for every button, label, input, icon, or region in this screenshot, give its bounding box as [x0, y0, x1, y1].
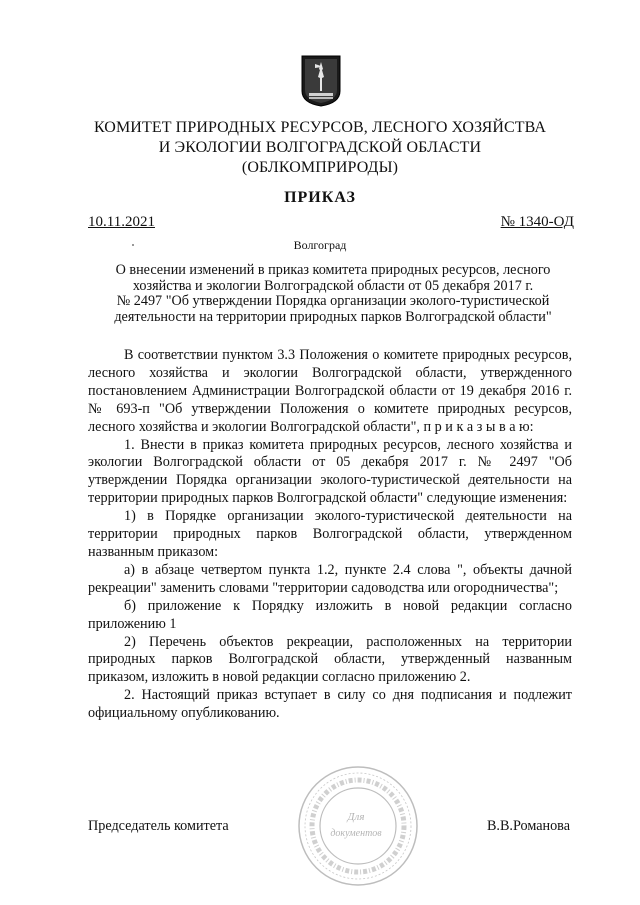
- order-body: [88, 347, 572, 723]
- organization-line-1: КОМИТЕТ ПРИРОДНЫХ РЕСУРСОВ, ЛЕСНОГО ХОЗЯЙСТВА: [93, 119, 547, 136]
- document-title: ПРИКАЗ: [284, 189, 356, 206]
- body-paragraph: а) в абзаце четвертом пункта 1.2, пункте 2.4 слова ", объекты дачной рекреации" заменить словами "территории садоводства или огородничества";: [88, 561, 572, 596]
- stamp-text-2: документов: [330, 828, 382, 839]
- body-paragraph: 1. Внести в приказ комитета природных ресурсов, лесного хозяйства и экологии Волгоградской области от 05 декабря 2017 г. № 2497 "Об утверждении Порядка организации эколого-туристической деятельности на территории природных парков Волгоградской области" следующие изменения:: [88, 436, 572, 507]
- organization-line-2: И ЭКОЛОГИИ ВОЛГОГРАДСКОЙ ОБЛАСТИ: [158, 139, 482, 156]
- body-paragraph: 1) в Порядке организации эколого-туристической деятельности на территории природных парков Волгоградской области, утвержденном названным приказом:: [88, 508, 572, 560]
- organization-name: [0, 118, 640, 178]
- official-seal-stamp: [296, 764, 420, 888]
- subject-line-3: № 2497 "Об утверждении Порядка организации эколого-туристической: [116, 293, 550, 310]
- subject-line-4: деятельности на территории природных парков Волгоградской области": [114, 308, 552, 325]
- stamp-text-1: Для: [347, 811, 365, 823]
- subject-line-1: О внесении изменений в приказ комитета природных ресурсов, лесного: [115, 262, 551, 278]
- city: Волгоград: [293, 238, 347, 252]
- order-number: № 1340-ОД: [500, 214, 574, 230]
- body-paragraph: В соответствии пунктом 3.3 Положения о комитете природных ресурсов, лесного хозяйства и экологии Волгоградской области, утвержденного постановлением Администрации Волгоградской области от 19 декабря 2016 г. № 693-п "Об утверждении Положения о комитете природных ресурсов, лесного хозяйства и экологии Волгоградской области", п р и к а з ы в а ю:: [88, 347, 572, 435]
- order-subject: [88, 263, 578, 325]
- coat-of-arms-icon: [301, 55, 341, 107]
- body-paragraph: 2) Перечень объектов рекреации, расположенных на территории природных парков Волгоградской области, утвержденный названным приказом, изложить в новой редакции согласно приложению 2.: [88, 633, 572, 686]
- subject-line-2: хозяйства и экологии Волгоградской области от 05 декабря 2017 г.: [132, 277, 534, 294]
- organization-line-3: (ОБЛКОМПРИРОДЫ): [241, 159, 399, 176]
- body-paragraph: б) приложение к Порядку изложить в новой редакции согласно приложению 1: [88, 597, 572, 632]
- signatory-position: Председатель комитета: [88, 818, 229, 834]
- signatory-name: В.В.Романова: [486, 818, 570, 834]
- order-date: 10.11.2021: [88, 214, 155, 230]
- body-paragraph: 2. Настоящий приказ вступает в силу со дня подписания и подлежит официальному опубликованию.: [88, 687, 572, 722]
